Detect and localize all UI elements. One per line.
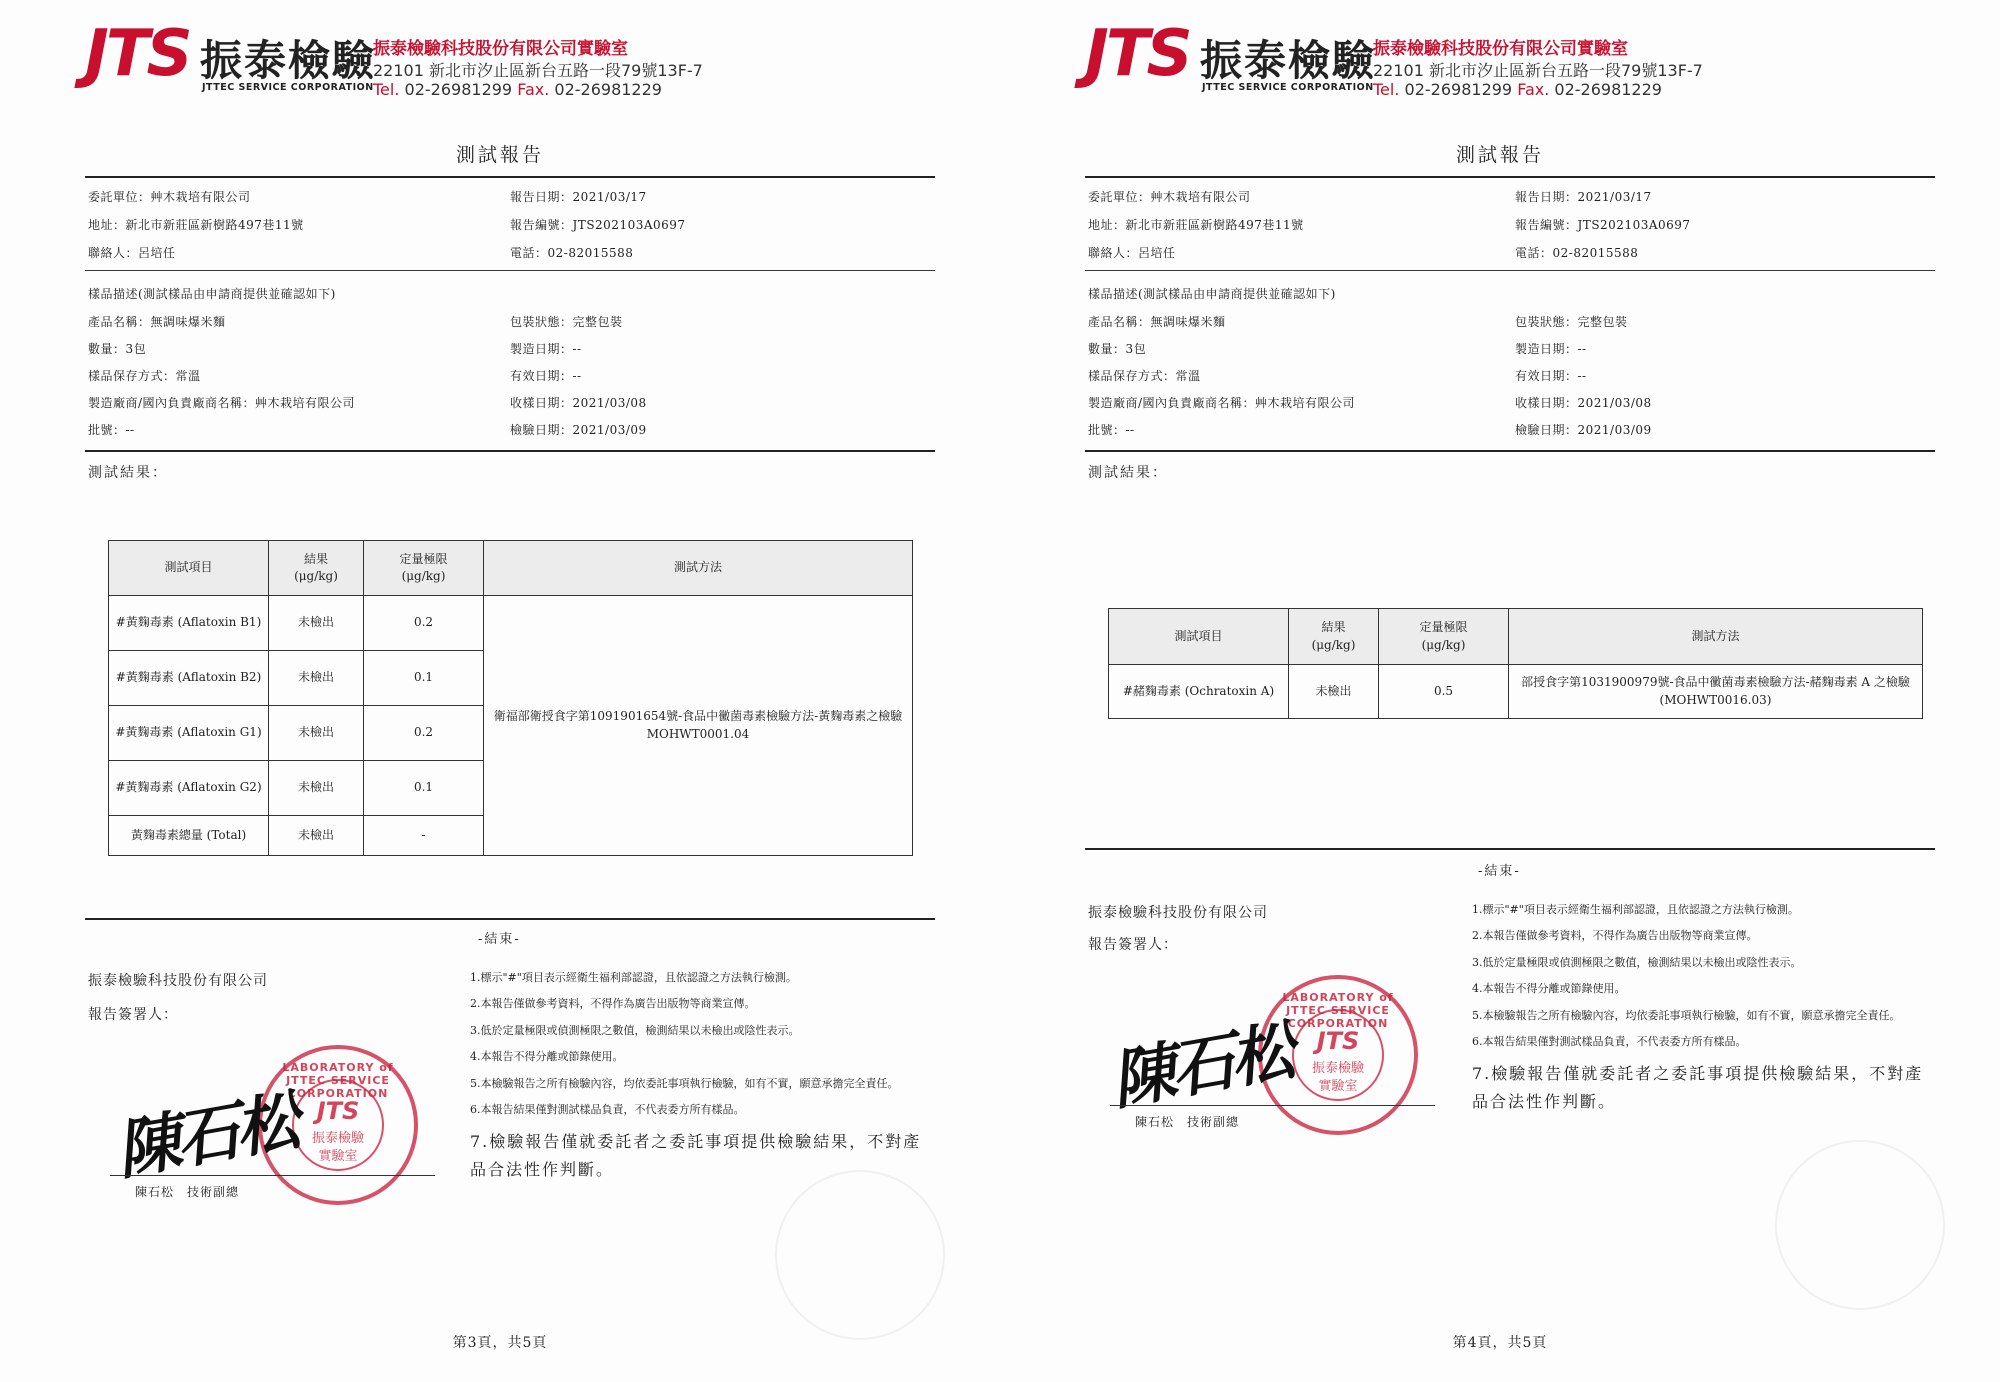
- note-item: 7.檢驗報告僅就委託者之委託事項提供檢驗結果，不對產品合法性作判斷。: [1472, 1064, 1924, 1112]
- item-cell: #黃麴毒素 (Aflatoxin B1): [109, 596, 269, 651]
- results-heading: 測試結果：: [1088, 465, 1168, 481]
- lab-contact: [373, 80, 662, 99]
- col-header-method: 測試方法: [1509, 609, 1923, 665]
- result-cell: 未檢出: [269, 596, 364, 651]
- phone-field: 電話：02-82015588: [1515, 246, 1639, 260]
- signer-name-title: 陳石松 技術副總: [1135, 1115, 1240, 1129]
- note-item: 3.低於定量極限或偵測極限之數值，檢測結果以未檢出或陰性表示。: [1472, 955, 1802, 969]
- divider: [1085, 176, 1935, 178]
- watermark-seal: [1775, 1140, 1945, 1310]
- note-item: 2.本報告僅做參考資料，不得作為廣告出版物等商業宣傳。: [1472, 929, 1758, 943]
- loq-cell: 0.1: [364, 651, 484, 706]
- result-unit: (μg/kg): [294, 569, 338, 583]
- seal-name: 振泰檢驗: [1311, 1061, 1364, 1076]
- loq-cell: 0.2: [364, 596, 484, 651]
- signature-line: [1110, 1105, 1435, 1106]
- result-unit: (μg/kg): [1311, 637, 1356, 652]
- table-row: [1109, 665, 1923, 719]
- mfg-date-field: 製造日期：--: [510, 342, 582, 356]
- loq-unit: (μg/kg): [401, 569, 446, 583]
- page-number: 第4頁，共5頁: [1452, 1335, 1548, 1351]
- quantity-field: 數量：3包: [88, 342, 147, 356]
- contact-field: 聯絡人：呂培任: [1088, 246, 1176, 260]
- batch-field: 批號：--: [1088, 423, 1135, 437]
- note-item: 3.低於定量極限或偵測極限之數值，檢測結果以未檢出或陰性表示。: [470, 1023, 800, 1037]
- divider: [85, 176, 935, 178]
- item-cell: 黃麴毒素總量 (Total): [109, 816, 269, 856]
- test-date-field: 檢驗日期：2021/03/09: [1515, 423, 1652, 437]
- package-field: 包裝狀態：完整包裝: [1515, 315, 1628, 329]
- item-cell: #黃麴毒素 (Aflatoxin B2): [109, 651, 269, 706]
- phone-field: 電話：02-82015588: [510, 246, 634, 260]
- note-item: 6.本報告結果僅對測試樣品負責，不代表委方所有樣品。: [470, 1102, 745, 1116]
- loq-cell: 0.2: [364, 706, 484, 761]
- batch-field: 批號：--: [88, 423, 135, 437]
- col-header-method: 測試方法: [484, 541, 913, 596]
- letterhead: [1085, 17, 1945, 100]
- divider: [85, 270, 935, 271]
- mfg-date-field: 製造日期：--: [1515, 342, 1587, 356]
- signature-line: [110, 1175, 435, 1176]
- result-cell: 未檢出: [269, 651, 364, 706]
- seal-ring-text: LABORATORY of JTTEC SERVICE CORPORATION: [1282, 991, 1394, 1030]
- loq-cell: 0.1: [364, 761, 484, 816]
- received-date-field: 收樣日期：2021/03/08: [1515, 396, 1652, 410]
- fax-number: 02-26981229: [1554, 80, 1662, 99]
- expiry-date-field: 有效日期：--: [1515, 369, 1587, 383]
- signature: 陳石松: [1105, 1013, 1297, 1119]
- jts-logo: JTS: [85, 17, 190, 91]
- result-cell: 未檢出: [269, 706, 364, 761]
- tel-number: 02-26981299: [1404, 80, 1513, 99]
- method-cell: 衛福部衛授食字第1091901654號-食品中黴菌毒素檢驗方法-黃麴毒素之檢驗 MOHWT0001.04: [484, 596, 913, 856]
- lab-contact: [1373, 80, 1662, 99]
- note-item: 1.標示"#"項目表示經衛生福利部認證，且依認證之方法執行檢測。: [1472, 903, 1799, 916]
- col-header-item: 測試項目: [109, 541, 269, 596]
- col-header-result: [1289, 609, 1379, 665]
- signer-label: 報告簽署人：: [88, 1007, 178, 1023]
- letterhead: [85, 17, 945, 100]
- report-title: 測試報告: [1455, 144, 1544, 166]
- divider: [1085, 450, 1935, 452]
- logo-chinese-name: 振泰檢驗: [1200, 36, 1377, 85]
- report-page-4: [1000, 0, 2000, 1382]
- col-header-result: [269, 541, 364, 596]
- note-item: 4.本報告不得分離或節錄使用。: [1472, 982, 1626, 996]
- col-header-loq: [1379, 609, 1509, 665]
- storage-field: 樣品保存方式：常溫: [88, 369, 201, 383]
- tel-number: 02-26981299: [404, 80, 513, 99]
- fax-label: Fax.: [517, 80, 550, 99]
- note-item: 4.本報告不得分離或節錄使用。: [470, 1050, 624, 1064]
- signing-company: 振泰檢驗科技股份有限公司: [1088, 905, 1268, 921]
- notes-list: [470, 970, 930, 1195]
- item-cell: #黃麴毒素 (Aflatoxin G1): [109, 706, 269, 761]
- seal-lab: 實驗室: [1318, 1079, 1358, 1094]
- package-field: 包裝狀態：完整包裝: [510, 315, 623, 329]
- address-field: 地址：新北市新莊區新樹路497巷11號: [88, 218, 304, 232]
- item-cell: #黃麴毒素 (Aflatoxin G2): [109, 761, 269, 816]
- sample-description-heading: 樣品描述(測試樣品由申請商提供並確認如下): [88, 287, 336, 301]
- item-cell: #赭麴毒素 (Ochratoxin A): [1109, 665, 1289, 719]
- result-label: 結果: [1321, 620, 1346, 635]
- seal-mark: JTS: [1316, 1027, 1360, 1055]
- note-item: 7.檢驗報告僅就委託者之委託事項提供檢驗結果，不對產品合法性作判斷。: [470, 1132, 922, 1180]
- note-item: 5.本檢驗報告之所有檢驗內容，均依委託事項執行檢驗，如有不實，願意承擔完全責任。: [1472, 1008, 1901, 1022]
- end-marker: -結束-: [478, 932, 521, 947]
- seal-ring-text: LABORATORY of JTTEC SERVICE CORPORATION: [282, 1061, 394, 1100]
- logo-english-name: JTTEC SERVICE CORPORATION: [1202, 82, 1374, 93]
- ochratoxin-results-table: [1108, 608, 1923, 719]
- manufacturer-field: 製造廠商/國內負責廠商名稱：艸木栽培有限公司: [1088, 396, 1356, 410]
- divider: [85, 450, 935, 452]
- result-cell: 未檢出: [1289, 665, 1379, 719]
- jts-logo: JTS: [1085, 17, 1190, 91]
- note-item: 2.本報告僅做參考資料，不得作為廣告出版物等商業宣傳。: [470, 997, 756, 1011]
- result-cell: 未檢出: [269, 761, 364, 816]
- note-item: 5.本檢驗報告之所有檢驗內容，均依委託事項執行檢驗，如有不實，願意承擔完全責任。: [470, 1076, 899, 1090]
- expiry-date-field: 有效日期：--: [510, 369, 582, 383]
- client-field: 委託單位：艸木栽培有限公司: [1088, 190, 1251, 204]
- sample-description-heading: 樣品描述(測試樣品由申請商提供並確認如下): [1088, 287, 1336, 301]
- page-number: 第3頁，共5頁: [452, 1335, 548, 1351]
- quantity-field: 數量：3包: [1088, 342, 1147, 356]
- lab-address: 22101 新北市汐止區新台五路一段79號13F-7: [1373, 61, 1703, 80]
- report-date-field: 報告日期：2021/03/17: [1515, 190, 1652, 204]
- lab-name: 振泰檢驗科技股份有限公司實驗室: [1373, 39, 1628, 59]
- test-date-field: 檢驗日期：2021/03/09: [510, 423, 647, 437]
- signature: 陳石松: [110, 1083, 302, 1189]
- received-date-field: 收樣日期：2021/03/08: [510, 396, 647, 410]
- note-item: 6.本報告結果僅對測試樣品負責，不代表委方所有樣品。: [1472, 1034, 1747, 1048]
- contact-field: 聯絡人：呂培任: [88, 246, 176, 260]
- manufacturer-field: 製造廠商/國內負責廠商名稱：艸木栽培有限公司: [88, 396, 356, 410]
- col-header-loq: [364, 541, 484, 596]
- result-label: 結果: [303, 551, 328, 566]
- logo-chinese-name: 振泰檢驗: [200, 36, 377, 85]
- product-name-field: 產品名稱：無調味爆米麵: [88, 315, 226, 329]
- tel-label: Tel.: [373, 80, 400, 99]
- client-field: 委託單位：艸木栽培有限公司: [88, 190, 251, 204]
- signing-company: 振泰檢驗科技股份有限公司: [88, 973, 268, 989]
- product-name-field: 產品名稱：無調味爆米麵: [1088, 315, 1226, 329]
- address-field: 地址：新北市新莊區新樹路497巷11號: [1088, 218, 1304, 232]
- report-number-field: 報告編號：JTS202103A0697: [510, 218, 686, 232]
- watermark-seal: [775, 1170, 945, 1340]
- loq-label: 定量極限: [1419, 620, 1468, 635]
- lab-name: 振泰檢驗科技股份有限公司實驗室: [373, 39, 628, 59]
- note-item: 1.標示"#"項目表示經衛生福利部認證，且依認證之方法執行檢測。: [470, 971, 797, 984]
- loq-label: 定量極限: [399, 551, 448, 566]
- results-heading: 測試結果：: [88, 465, 168, 481]
- seal-lab: 實驗室: [318, 1149, 358, 1164]
- tel-label: Tel.: [1373, 80, 1400, 99]
- aflatoxin-results-table: [108, 540, 913, 856]
- signer-name-title: 陳石松 技術副總: [135, 1185, 240, 1199]
- loq-cell: -: [364, 816, 484, 856]
- fax-label: Fax.: [1517, 80, 1550, 99]
- method-cell: 部授食字第1031900979號-食品中黴菌毒素檢驗方法-赭麴毒素 A 之檢驗(MOHWT0016.03): [1509, 665, 1923, 719]
- fax-number: 02-26981229: [554, 80, 662, 99]
- logo-english-name: JTTEC SERVICE CORPORATION: [202, 82, 374, 93]
- divider: [85, 918, 935, 920]
- report-title: 測試報告: [455, 144, 544, 166]
- report-number-field: 報告編號：JTS202103A0697: [1515, 218, 1691, 232]
- table-row: [109, 596, 913, 651]
- notes-list: [1472, 902, 1932, 1127]
- lab-address: 22101 新北市汐止區新台五路一段79號13F-7: [373, 61, 703, 80]
- end-marker: -結束-: [1478, 864, 1521, 879]
- loq-cell: 0.5: [1379, 665, 1509, 719]
- storage-field: 樣品保存方式：常溫: [1088, 369, 1201, 383]
- col-header-item: 測試項目: [1109, 609, 1289, 665]
- report-date-field: 報告日期：2021/03/17: [510, 190, 647, 204]
- seal-name: 振泰檢驗: [311, 1131, 364, 1146]
- result-cell: 未檢出: [269, 816, 364, 856]
- divider: [1085, 848, 1935, 850]
- divider: [1085, 270, 1935, 271]
- seal-mark: JTS: [316, 1097, 360, 1125]
- signer-label: 報告簽署人：: [1088, 937, 1178, 953]
- loq-unit: (μg/kg): [1421, 637, 1466, 652]
